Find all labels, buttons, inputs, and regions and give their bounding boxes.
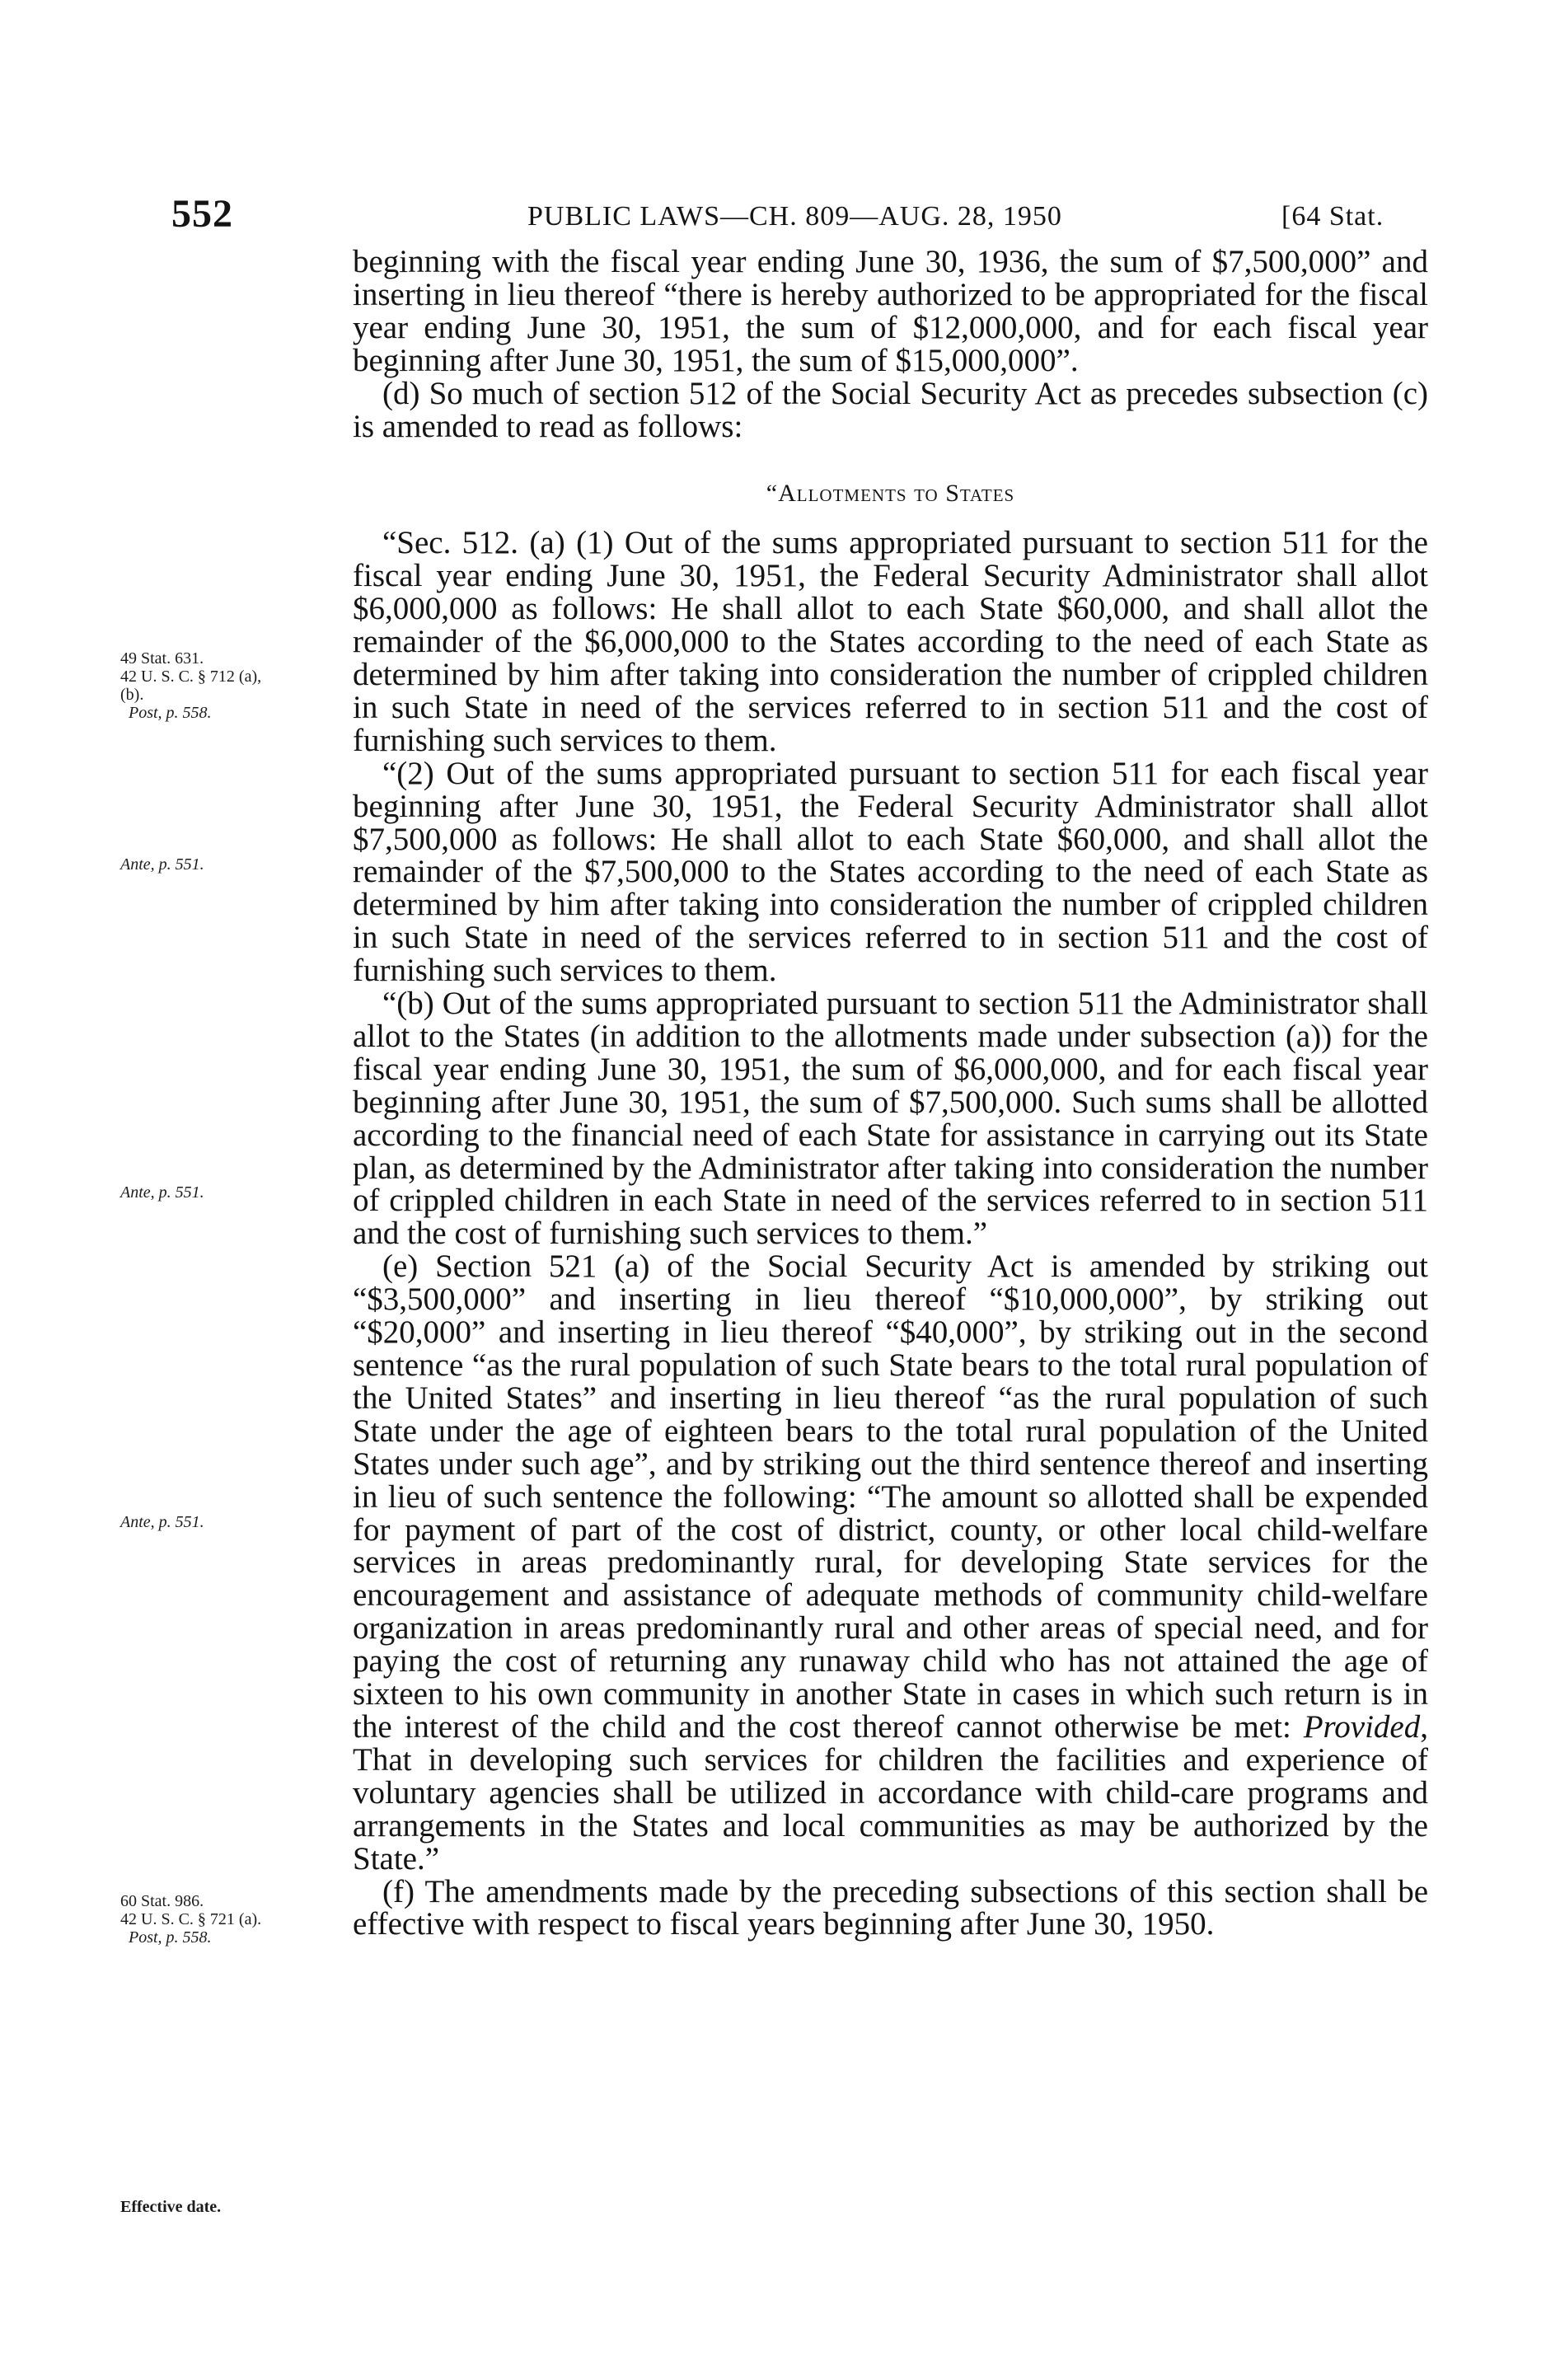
margin-note-citation-5 (120, 1892, 343, 1947)
paragraph-c-continued: beginning with the fiscal year ending June 30, 1936, the sum of $7,500,000” and inserting in lieu thereof “there is hereby authorized to be appropriated for the fiscal year ending June 30, 1951, the sum of $12,000,000, and for each fiscal year beginning after June 30, 1951, the sum of $15,000,000”. (353, 244, 1428, 378)
paragraph-sec-512-b: “(b) Out of the sums appropriated pursuant to section 511 the Administrator shall allot to the States (in addition to the allotments made under subsection (a)) for the fiscal year ending June 30, 1951, the sum of $6,000,000, and for each fiscal year beginning after June 30, 1951, the sum of $7,500,000. Such sums shall be allotted according to the financial need of each State for assistance in carrying out its State plan, as determined by the Administrator after taking into consideration the number of crippled children in each State in need of the services referred to in section 511 and the cost of furnishing such services to them.” (353, 986, 1428, 1252)
margin-note-line: 42 U. S. C. § 721 (a). (120, 1910, 262, 1928)
margin-note-line: 42 U. S. C. § 712 (a), (120, 668, 262, 686)
margin-note-line: 60 Stat. 986. (120, 1892, 204, 1910)
paragraph-f: (f) The amendments made by the preceding subsections of this section shall be effective with respect to fiscal years beginning after June 30, 1950. (353, 1873, 1428, 1942)
margin-note-citation-1 (120, 649, 343, 722)
margin-note-line: (b). (120, 686, 144, 704)
volume-reference: [64 Stat. (1281, 201, 1384, 232)
paragraph-d: (d) So much of section 512 of the Social Security Act as precedes subsection (c) is amended to read as follows: (353, 375, 1428, 444)
paragraph-e-text-continued: , That in developing such services for children the facilities and experience of voluntary agencies shall be utilized in accordance with child-care programs and arrangements in the States and local communities as may be authorized by the State.” (353, 1708, 1428, 1876)
paragraph-e-text: (e) Section 521 (a) of the Social Security Act is amended by striking out “$3,500,000” and inserting in lieu thereof “$10,000,000”, by striking out “$20,000” and inserting in lieu thereof “$40,000”, by striking out in the second sentence “as the rural population of such State bears to the total rural population of the United States” and inserting in lieu thereof “as the rural population of such State under the age of eighteen bears to the total rural population of the United States under such age”, and by striking out the third sentence thereof and inserting in lieu of such sentence the following: “The amount so allotted shall be expended for payment of part of the cost of district, county, or other local child-welfare services in areas predominantly rural, for developing State services for the encouragement and assistance of adequate methods of community child-welfare organization in areas predominantly rural and other areas of special need, and for paying the cost of returning any runaway child who has not attained the age of sixteen to his own community in another State in cases in which such return is in the interest of the child and the cost thereof cannot otherwise be met: (353, 1249, 1428, 1745)
provided-term: Provided (1303, 1708, 1421, 1745)
margin-note-citation-3 (120, 1183, 343, 1202)
paragraph-sec-512-a-1: “Sec. 512. (a) (1) Out of the sums appropriated pursuant to section 511 for the fiscal year ending June 30, 1951, the Federal Security Administrator shall allot $6,000,000 as follows: He shall allot to each State $60,000, and shall allot the remainder of the $6,000,000 to the States according to the need of each State as determined by him after taking into consideration the number of crippled children in such State in need of the services referred to in section 511 and the cost of furnishing such services to them. (353, 525, 1428, 758)
paragraph-sec-512-a-2: “(2) Out of the sums appropriated pursuant to section 511 for each fiscal year beginning after June 30, 1951, the Federal Security Administrator shall allot $7,500,000 as follows: He shall allot to each State $60,000, and shall allot the remainder of the $7,500,000 to the States according to the need of each State as determined by him after taking into consideration the number of crippled children in such State in need of the services referred to in section 511 and the cost of furnishing such services to them. (353, 755, 1428, 989)
margin-note-effective-date (120, 2198, 343, 2216)
margin-note-line: Ante, p. 551. (120, 1513, 204, 1531)
page-number: 552 (171, 192, 233, 236)
page-header (0, 191, 1560, 249)
margin-note-line: Effective date. (120, 2198, 222, 2216)
body-text (353, 246, 1428, 1941)
section-heading: “Allotments to States (766, 480, 1015, 508)
margin-note-line: Ante, p. 551. (120, 855, 204, 874)
running-head: PUBLIC LAWS—CH. 809—AUG. 28, 1950 (527, 201, 1062, 232)
margin-note-line: 49 Stat. 631. (120, 649, 204, 668)
margin-note-line: Post, p. 558. (129, 1928, 212, 1947)
margin-note-citation-4 (120, 1513, 343, 1531)
margin-note-line: Ante, p. 551. (120, 1183, 204, 1202)
margin-note-line: Post, p. 558. (129, 704, 212, 722)
paragraph-e (353, 1250, 1428, 1875)
margin-note-citation-2 (120, 855, 343, 874)
